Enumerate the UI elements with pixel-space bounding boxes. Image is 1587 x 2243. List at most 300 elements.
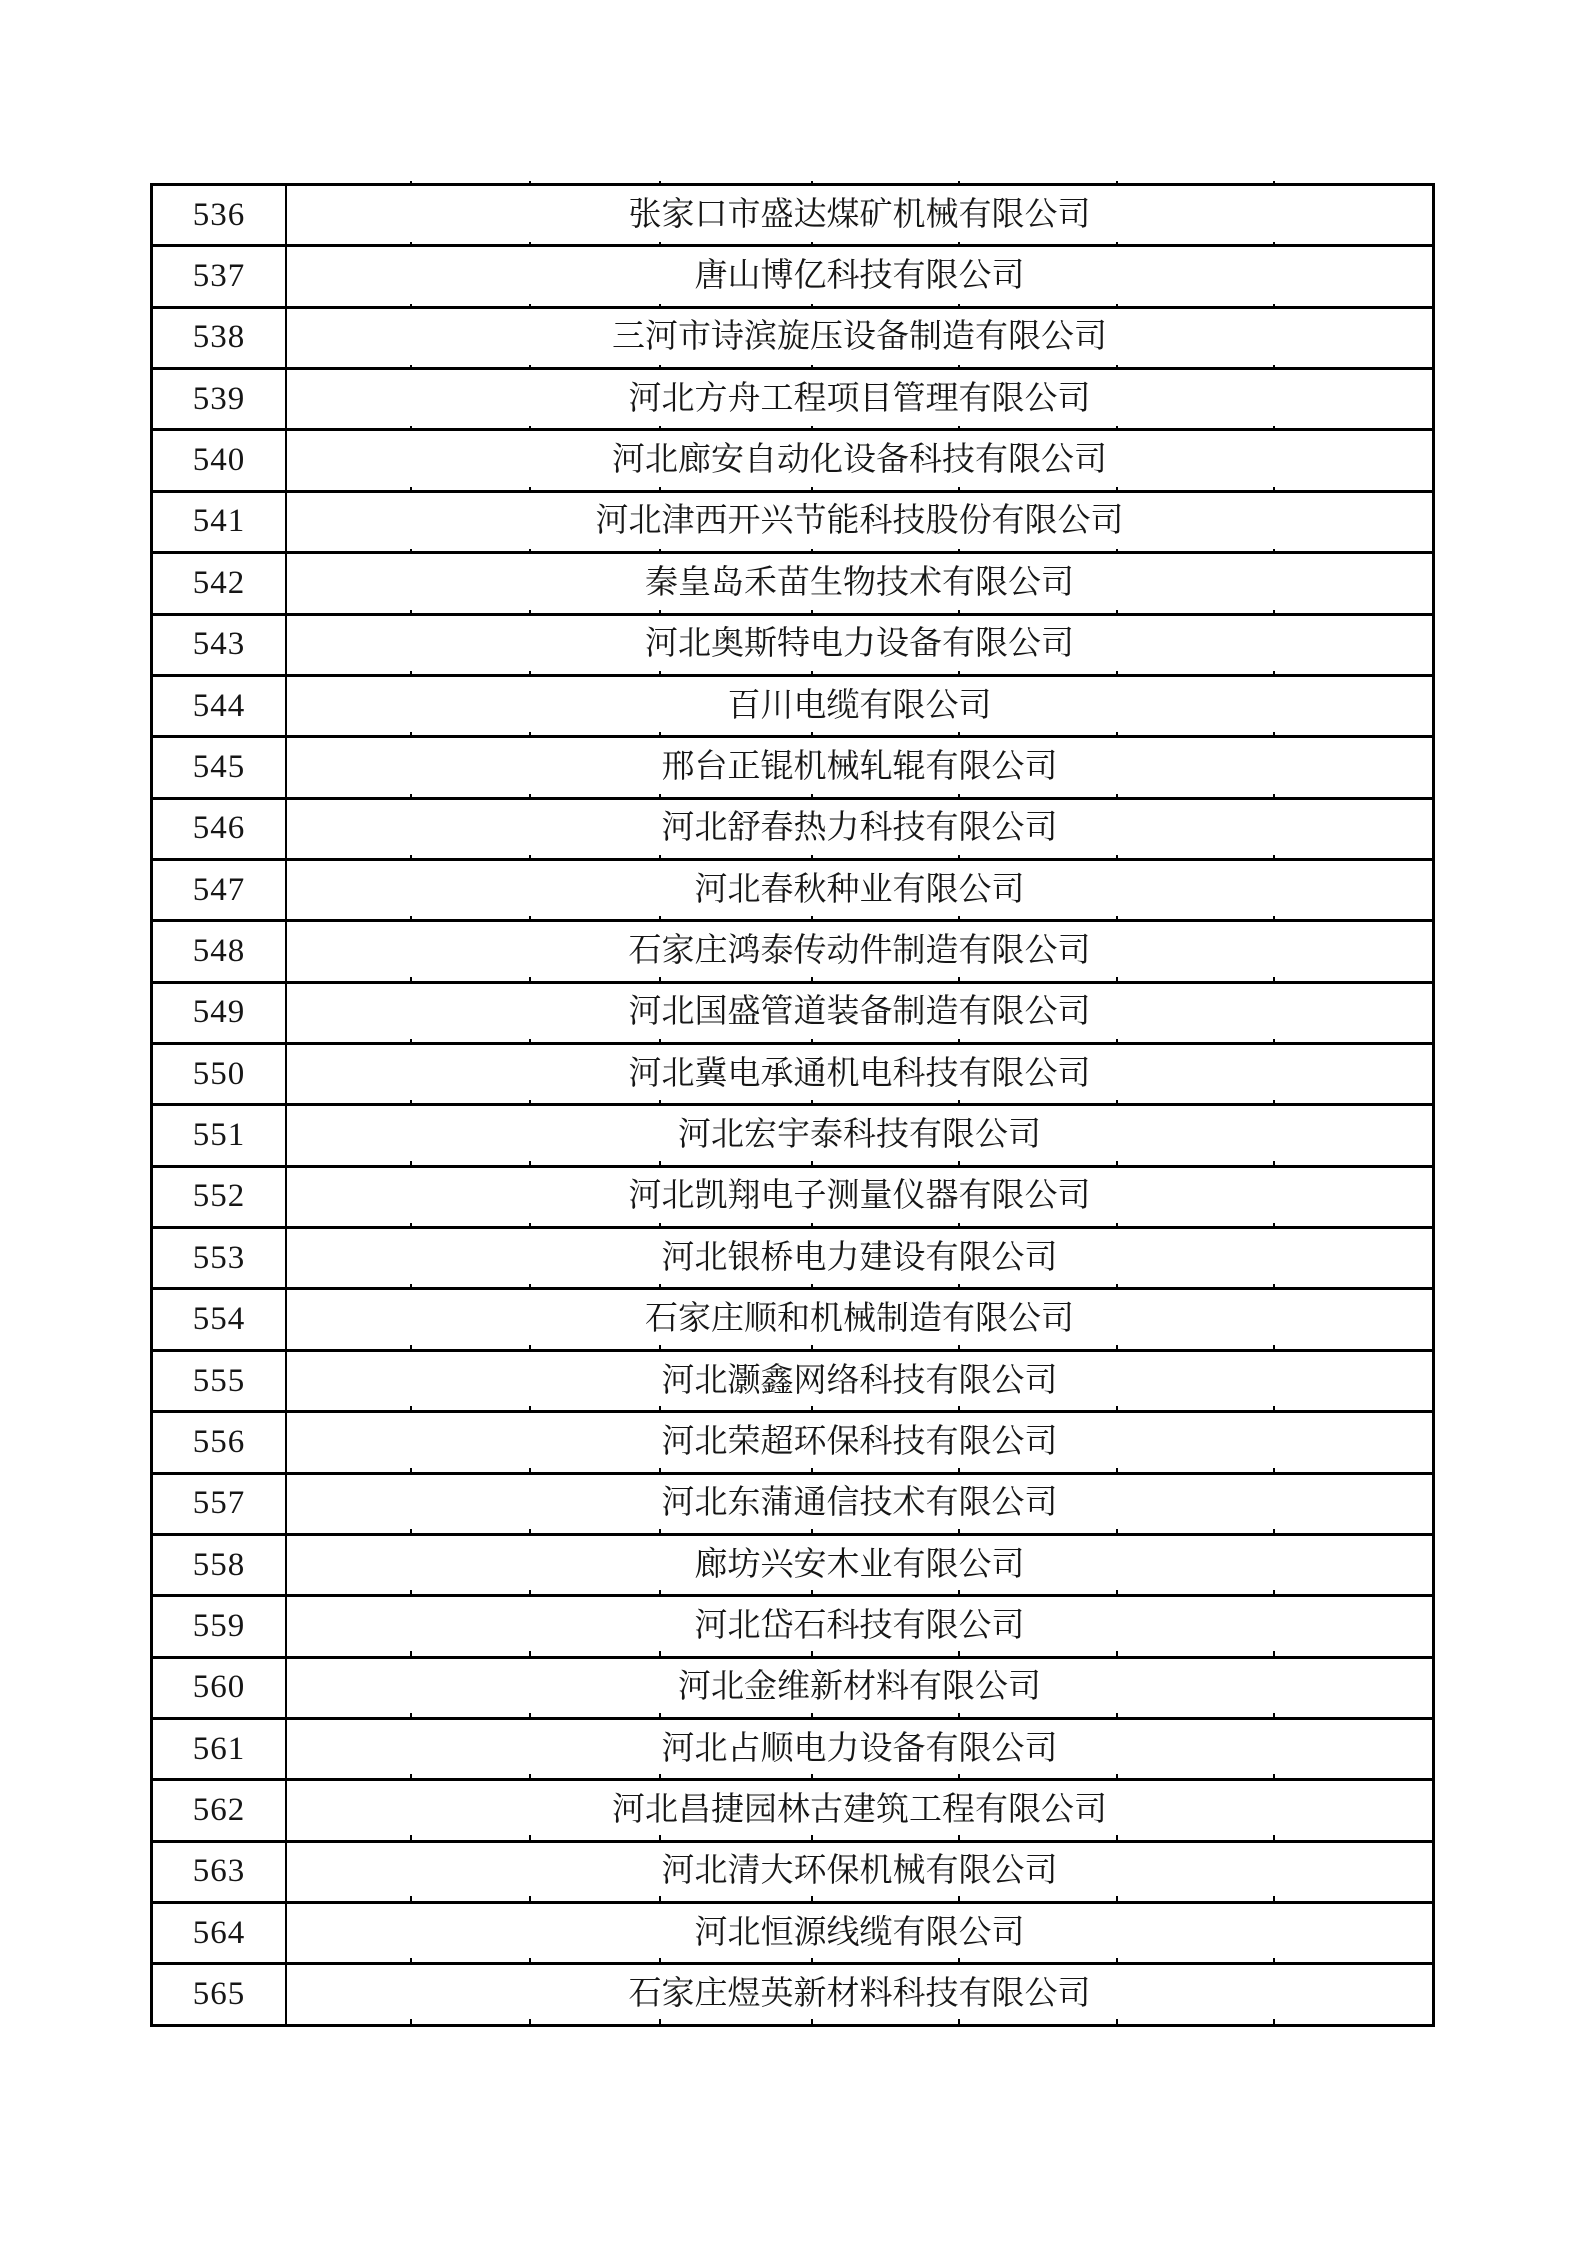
grid-tick <box>410 1713 412 1718</box>
grid-tick <box>811 1468 813 1473</box>
grid-tick <box>529 365 531 370</box>
grid-tick <box>659 1345 661 1350</box>
row-number: 543 <box>153 616 287 674</box>
grid-tick <box>1273 1835 1275 1840</box>
grid-tick <box>1116 916 1118 921</box>
row-number: 545 <box>153 738 287 796</box>
grid-tick <box>659 1529 661 1534</box>
row-number: 551 <box>153 1106 287 1164</box>
grid-tick <box>529 1161 531 1166</box>
grid-tick <box>1273 1039 1275 1044</box>
grid-tick <box>410 1468 412 1473</box>
grid-tick <box>1116 1100 1118 1105</box>
grid-tick <box>410 426 412 431</box>
company-name: 秦皇岛禾苗生物技术有限公司 <box>645 564 1074 601</box>
grid-tick <box>958 181 960 186</box>
grid-tick <box>1116 1223 1118 1228</box>
grid-tick <box>1116 855 1118 860</box>
row-number: 536 <box>153 186 287 244</box>
grid-tick <box>529 1284 531 1289</box>
grid-tick <box>410 1223 412 1228</box>
grid-tick <box>811 977 813 982</box>
grid-tick <box>410 1100 412 1105</box>
company-name: 河北凯翔电子测量仪器有限公司 <box>628 1178 1091 1215</box>
grid-tick <box>1273 1223 1275 1228</box>
grid-tick <box>529 1529 531 1534</box>
grid-tick <box>958 1161 960 1166</box>
table-row <box>153 551 1432 612</box>
grid-tick <box>958 916 960 921</box>
grid-tick <box>958 610 960 615</box>
grid-tick <box>811 1958 813 1963</box>
grid-tick <box>958 855 960 860</box>
grid-tick <box>410 181 412 186</box>
grid-tick <box>659 1713 661 1718</box>
grid-tick <box>811 1896 813 1901</box>
company-name: 石家庄鸿泰传动件制造有限公司 <box>628 932 1091 969</box>
grid-tick <box>529 2019 531 2024</box>
grid-tick <box>529 1835 531 1840</box>
company-name: 河北春秋种业有限公司 <box>694 871 1025 908</box>
grid-tick <box>529 1651 531 1656</box>
table-row <box>153 613 1432 674</box>
grid-tick <box>811 610 813 615</box>
company-name: 三河市诗滨旋压设备制造有限公司 <box>612 319 1107 356</box>
grid-tick <box>958 1284 960 1289</box>
grid-tick <box>1273 1468 1275 1473</box>
grid-tick <box>811 1100 813 1105</box>
grid-tick <box>958 671 960 676</box>
grid-tick <box>410 1529 412 1534</box>
grid-tick <box>958 1835 960 1840</box>
grid-tick <box>811 1713 813 1718</box>
grid-tick <box>410 1896 412 1901</box>
grid-tick <box>529 487 531 492</box>
table-row <box>153 1717 1432 1778</box>
company-name: 河北方舟工程项目管理有限公司 <box>628 380 1091 417</box>
grid-tick <box>529 1713 531 1718</box>
grid-tick <box>410 365 412 370</box>
grid-tick <box>659 855 661 860</box>
grid-tick <box>529 610 531 615</box>
row-number: 562 <box>153 1781 287 1839</box>
grid-tick <box>1273 1958 1275 1963</box>
grid-tick <box>529 977 531 982</box>
table-row <box>153 1226 1432 1287</box>
grid-tick <box>1273 1100 1275 1105</box>
table-row <box>153 674 1432 735</box>
grid-tick <box>811 2019 813 2024</box>
grid-tick <box>958 1590 960 1595</box>
grid-tick <box>1273 304 1275 309</box>
row-number: 544 <box>153 677 287 735</box>
grid-tick <box>659 1958 661 1963</box>
table-row <box>153 1410 1432 1471</box>
grid-tick <box>659 732 661 737</box>
grid-tick <box>811 916 813 921</box>
grid-tick <box>659 549 661 554</box>
company-name: 河北金维新材料有限公司 <box>678 1669 1041 1706</box>
grid-tick <box>1116 610 1118 615</box>
table-row <box>153 1042 1432 1103</box>
grid-tick <box>1116 487 1118 492</box>
row-number: 538 <box>153 309 287 367</box>
grid-tick <box>659 916 661 921</box>
grid-tick <box>958 1774 960 1779</box>
grid-tick <box>1273 1161 1275 1166</box>
grid-tick <box>529 304 531 309</box>
company-name: 河北津西开兴节能科技股份有限公司 <box>595 503 1124 540</box>
grid-tick <box>1273 1896 1275 1901</box>
grid-tick <box>958 1223 960 1228</box>
grid-tick <box>410 1406 412 1411</box>
grid-tick <box>811 549 813 554</box>
grid-tick <box>659 242 661 247</box>
company-name: 河北岱石科技有限公司 <box>694 1607 1025 1644</box>
row-number: 550 <box>153 1045 287 1103</box>
grid-tick <box>958 1406 960 1411</box>
grid-tick <box>1116 671 1118 676</box>
row-number: 565 <box>153 1965 287 2023</box>
grid-tick <box>811 242 813 247</box>
company-name: 河北荣超环保科技有限公司 <box>661 1423 1058 1460</box>
table-row <box>153 306 1432 367</box>
row-number: 561 <box>153 1720 287 1778</box>
grid-tick <box>958 242 960 247</box>
grid-tick <box>410 1590 412 1595</box>
grid-tick <box>659 1774 661 1779</box>
table-row <box>153 1840 1432 1901</box>
grid-tick <box>529 1958 531 1963</box>
table-row <box>153 186 1432 244</box>
row-number: 557 <box>153 1475 287 1533</box>
row-number: 563 <box>153 1843 287 1901</box>
grid-tick <box>529 1590 531 1595</box>
table-row <box>153 981 1432 1042</box>
grid-tick <box>659 1039 661 1044</box>
grid-tick <box>410 671 412 676</box>
company-name: 河北国盛管道装备制造有限公司 <box>628 994 1091 1031</box>
grid-tick <box>659 2019 661 2024</box>
grid-tick <box>1273 610 1275 615</box>
company-name: 河北舒春热力科技有限公司 <box>661 810 1058 847</box>
company-name: 河北灏鑫网络科技有限公司 <box>661 1362 1058 1399</box>
grid-tick <box>1273 2019 1275 2024</box>
grid-tick <box>410 1958 412 1963</box>
grid-tick <box>1116 549 1118 554</box>
grid-tick <box>1273 732 1275 737</box>
grid-tick <box>410 1284 412 1289</box>
row-number: 559 <box>153 1597 287 1655</box>
grid-tick <box>958 365 960 370</box>
grid-tick <box>659 1284 661 1289</box>
grid-tick <box>1116 1651 1118 1656</box>
grid-tick <box>410 1345 412 1350</box>
grid-tick <box>1273 794 1275 799</box>
grid-tick <box>1273 181 1275 186</box>
table-row <box>153 1594 1432 1655</box>
grid-tick <box>811 1161 813 1166</box>
grid-tick <box>529 916 531 921</box>
row-number: 541 <box>153 493 287 551</box>
grid-tick <box>410 549 412 554</box>
grid-tick <box>410 1161 412 1166</box>
company-name: 石家庄煜英新材料科技有限公司 <box>628 1976 1091 2013</box>
grid-tick <box>529 1468 531 1473</box>
grid-tick <box>958 1529 960 1534</box>
company-name: 河北宏宇泰科技有限公司 <box>678 1117 1041 1154</box>
grid-tick <box>1273 1284 1275 1289</box>
grid-tick <box>958 1100 960 1105</box>
table-row <box>153 858 1432 919</box>
grid-tick <box>811 487 813 492</box>
company-name: 河北银桥电力建设有限公司 <box>661 1239 1058 1276</box>
grid-tick <box>1273 977 1275 982</box>
grid-tick <box>811 1284 813 1289</box>
row-number: 548 <box>153 922 287 980</box>
company-name: 河北冀电承通机电科技有限公司 <box>628 1055 1091 1092</box>
grid-tick <box>410 1651 412 1656</box>
grid-tick <box>811 1223 813 1228</box>
grid-tick <box>659 1161 661 1166</box>
grid-tick <box>1116 1406 1118 1411</box>
grid-tick <box>410 794 412 799</box>
grid-tick <box>410 242 412 247</box>
grid-tick <box>410 916 412 921</box>
grid-tick <box>1116 365 1118 370</box>
grid-tick <box>958 794 960 799</box>
grid-tick <box>659 1468 661 1473</box>
grid-tick <box>1273 855 1275 860</box>
grid-tick <box>1116 2019 1118 2024</box>
grid-tick <box>659 671 661 676</box>
grid-tick <box>529 1223 531 1228</box>
table-row <box>153 1533 1432 1594</box>
grid-tick <box>410 1835 412 1840</box>
grid-tick <box>1116 1529 1118 1534</box>
grid-tick <box>958 2019 960 2024</box>
row-number: 560 <box>153 1659 287 1717</box>
grid-tick <box>529 855 531 860</box>
grid-tick <box>958 1713 960 1718</box>
grid-tick <box>1273 487 1275 492</box>
grid-tick <box>811 1345 813 1350</box>
grid-tick <box>1273 426 1275 431</box>
grid-tick <box>1116 181 1118 186</box>
grid-tick <box>659 304 661 309</box>
grid-tick <box>811 181 813 186</box>
grid-tick <box>811 671 813 676</box>
company-table <box>150 183 1435 2027</box>
table-row <box>153 367 1432 428</box>
row-number: 554 <box>153 1290 287 1348</box>
grid-tick <box>811 1651 813 1656</box>
grid-tick <box>529 794 531 799</box>
grid-tick <box>958 1958 960 1963</box>
grid-tick <box>529 671 531 676</box>
grid-tick <box>529 1100 531 1105</box>
grid-tick <box>958 1651 960 1656</box>
table-row <box>153 1472 1432 1533</box>
company-name: 百川电缆有限公司 <box>727 687 992 724</box>
grid-tick <box>1273 242 1275 247</box>
grid-tick <box>1116 1590 1118 1595</box>
grid-tick <box>958 977 960 982</box>
grid-tick <box>811 1774 813 1779</box>
grid-tick <box>958 1345 960 1350</box>
table-row <box>153 1287 1432 1348</box>
grid-tick <box>1273 1651 1275 1656</box>
grid-tick <box>529 1896 531 1901</box>
company-name: 石家庄顺和机械制造有限公司 <box>645 1301 1074 1338</box>
grid-tick <box>410 732 412 737</box>
table-row <box>153 797 1432 858</box>
company-name: 河北恒源线缆有限公司 <box>694 1914 1025 1951</box>
grid-tick <box>1116 1958 1118 1963</box>
grid-tick <box>410 487 412 492</box>
grid-tick <box>529 1345 531 1350</box>
grid-tick <box>958 304 960 309</box>
grid-tick <box>659 1406 661 1411</box>
row-number: 556 <box>153 1413 287 1471</box>
table-row <box>153 1778 1432 1839</box>
grid-tick <box>811 855 813 860</box>
company-name: 邢台正锟机械轧辊有限公司 <box>661 748 1058 785</box>
grid-tick <box>1116 1468 1118 1473</box>
grid-tick <box>1116 732 1118 737</box>
company-name: 唐山博亿科技有限公司 <box>694 258 1025 295</box>
row-number: 558 <box>153 1536 287 1594</box>
grid-tick <box>958 732 960 737</box>
grid-tick <box>410 977 412 982</box>
grid-tick <box>1116 242 1118 247</box>
row-number: 542 <box>153 554 287 612</box>
grid-tick <box>811 1039 813 1044</box>
grid-tick <box>659 1590 661 1595</box>
company-name: 廊坊兴安木业有限公司 <box>694 1546 1025 1583</box>
grid-tick <box>529 1774 531 1779</box>
grid-tick <box>659 426 661 431</box>
table-row <box>153 428 1432 489</box>
grid-tick <box>1116 1774 1118 1779</box>
grid-tick <box>1273 365 1275 370</box>
table-row <box>153 1349 1432 1410</box>
row-number: 540 <box>153 431 287 489</box>
grid-tick <box>410 1039 412 1044</box>
row-number: 564 <box>153 1904 287 1962</box>
row-number: 555 <box>153 1352 287 1410</box>
table-row <box>153 919 1432 980</box>
grid-tick <box>1116 1896 1118 1901</box>
grid-tick <box>811 1835 813 1840</box>
row-number: 537 <box>153 247 287 305</box>
grid-tick <box>529 732 531 737</box>
grid-tick <box>811 1529 813 1534</box>
row-number: 539 <box>153 370 287 428</box>
grid-tick <box>529 1406 531 1411</box>
grid-tick <box>958 1468 960 1473</box>
table-row <box>153 1656 1432 1717</box>
grid-tick <box>410 2019 412 2024</box>
grid-tick <box>659 181 661 186</box>
grid-tick <box>1116 1161 1118 1166</box>
grid-tick <box>659 365 661 370</box>
grid-tick <box>410 304 412 309</box>
row-number: 549 <box>153 984 287 1042</box>
company-name: 河北清大环保机械有限公司 <box>661 1853 1058 1890</box>
grid-tick <box>410 855 412 860</box>
grid-tick <box>1273 1774 1275 1779</box>
grid-tick <box>958 549 960 554</box>
grid-tick <box>811 794 813 799</box>
grid-tick <box>811 426 813 431</box>
grid-tick <box>659 1223 661 1228</box>
table-row <box>153 1165 1432 1226</box>
grid-tick <box>659 977 661 982</box>
grid-tick <box>1116 1039 1118 1044</box>
grid-tick <box>811 1590 813 1595</box>
grid-tick <box>410 1774 412 1779</box>
grid-tick <box>529 181 531 186</box>
grid-tick <box>659 1896 661 1901</box>
table-row <box>153 735 1432 796</box>
company-name: 张家口市盛达煤矿机械有限公司 <box>628 196 1091 233</box>
grid-tick <box>958 487 960 492</box>
grid-tick <box>958 1896 960 1901</box>
grid-tick <box>410 610 412 615</box>
grid-tick <box>1273 671 1275 676</box>
grid-tick <box>1116 977 1118 982</box>
grid-tick <box>659 610 661 615</box>
table-row <box>153 1103 1432 1164</box>
company-name: 河北昌捷园林古建筑工程有限公司 <box>612 1792 1107 1829</box>
company-name: 河北奥斯特电力设备有限公司 <box>645 626 1074 663</box>
grid-tick <box>1273 1590 1275 1595</box>
grid-tick <box>811 732 813 737</box>
grid-tick <box>811 365 813 370</box>
grid-tick <box>1273 1406 1275 1411</box>
grid-tick <box>529 549 531 554</box>
grid-tick <box>1273 549 1275 554</box>
table-row <box>153 1962 1432 2023</box>
grid-tick <box>1116 1713 1118 1718</box>
grid-tick <box>659 1835 661 1840</box>
grid-tick <box>659 794 661 799</box>
row-number: 552 <box>153 1168 287 1226</box>
grid-tick <box>659 1651 661 1656</box>
grid-tick <box>659 1100 661 1105</box>
grid-tick <box>1116 304 1118 309</box>
grid-tick <box>958 1039 960 1044</box>
grid-tick <box>529 242 531 247</box>
row-number: 547 <box>153 861 287 919</box>
table-row <box>153 490 1432 551</box>
grid-tick <box>1273 916 1275 921</box>
grid-tick <box>1116 1284 1118 1289</box>
grid-tick <box>529 1039 531 1044</box>
grid-tick <box>1116 1345 1118 1350</box>
grid-tick <box>1116 426 1118 431</box>
grid-tick <box>958 426 960 431</box>
grid-tick <box>1116 1835 1118 1840</box>
grid-tick <box>1273 1529 1275 1534</box>
table-row <box>153 244 1432 305</box>
grid-tick <box>1273 1713 1275 1718</box>
grid-tick <box>659 487 661 492</box>
grid-tick <box>1116 794 1118 799</box>
grid-tick <box>1273 1345 1275 1350</box>
grid-tick <box>529 426 531 431</box>
